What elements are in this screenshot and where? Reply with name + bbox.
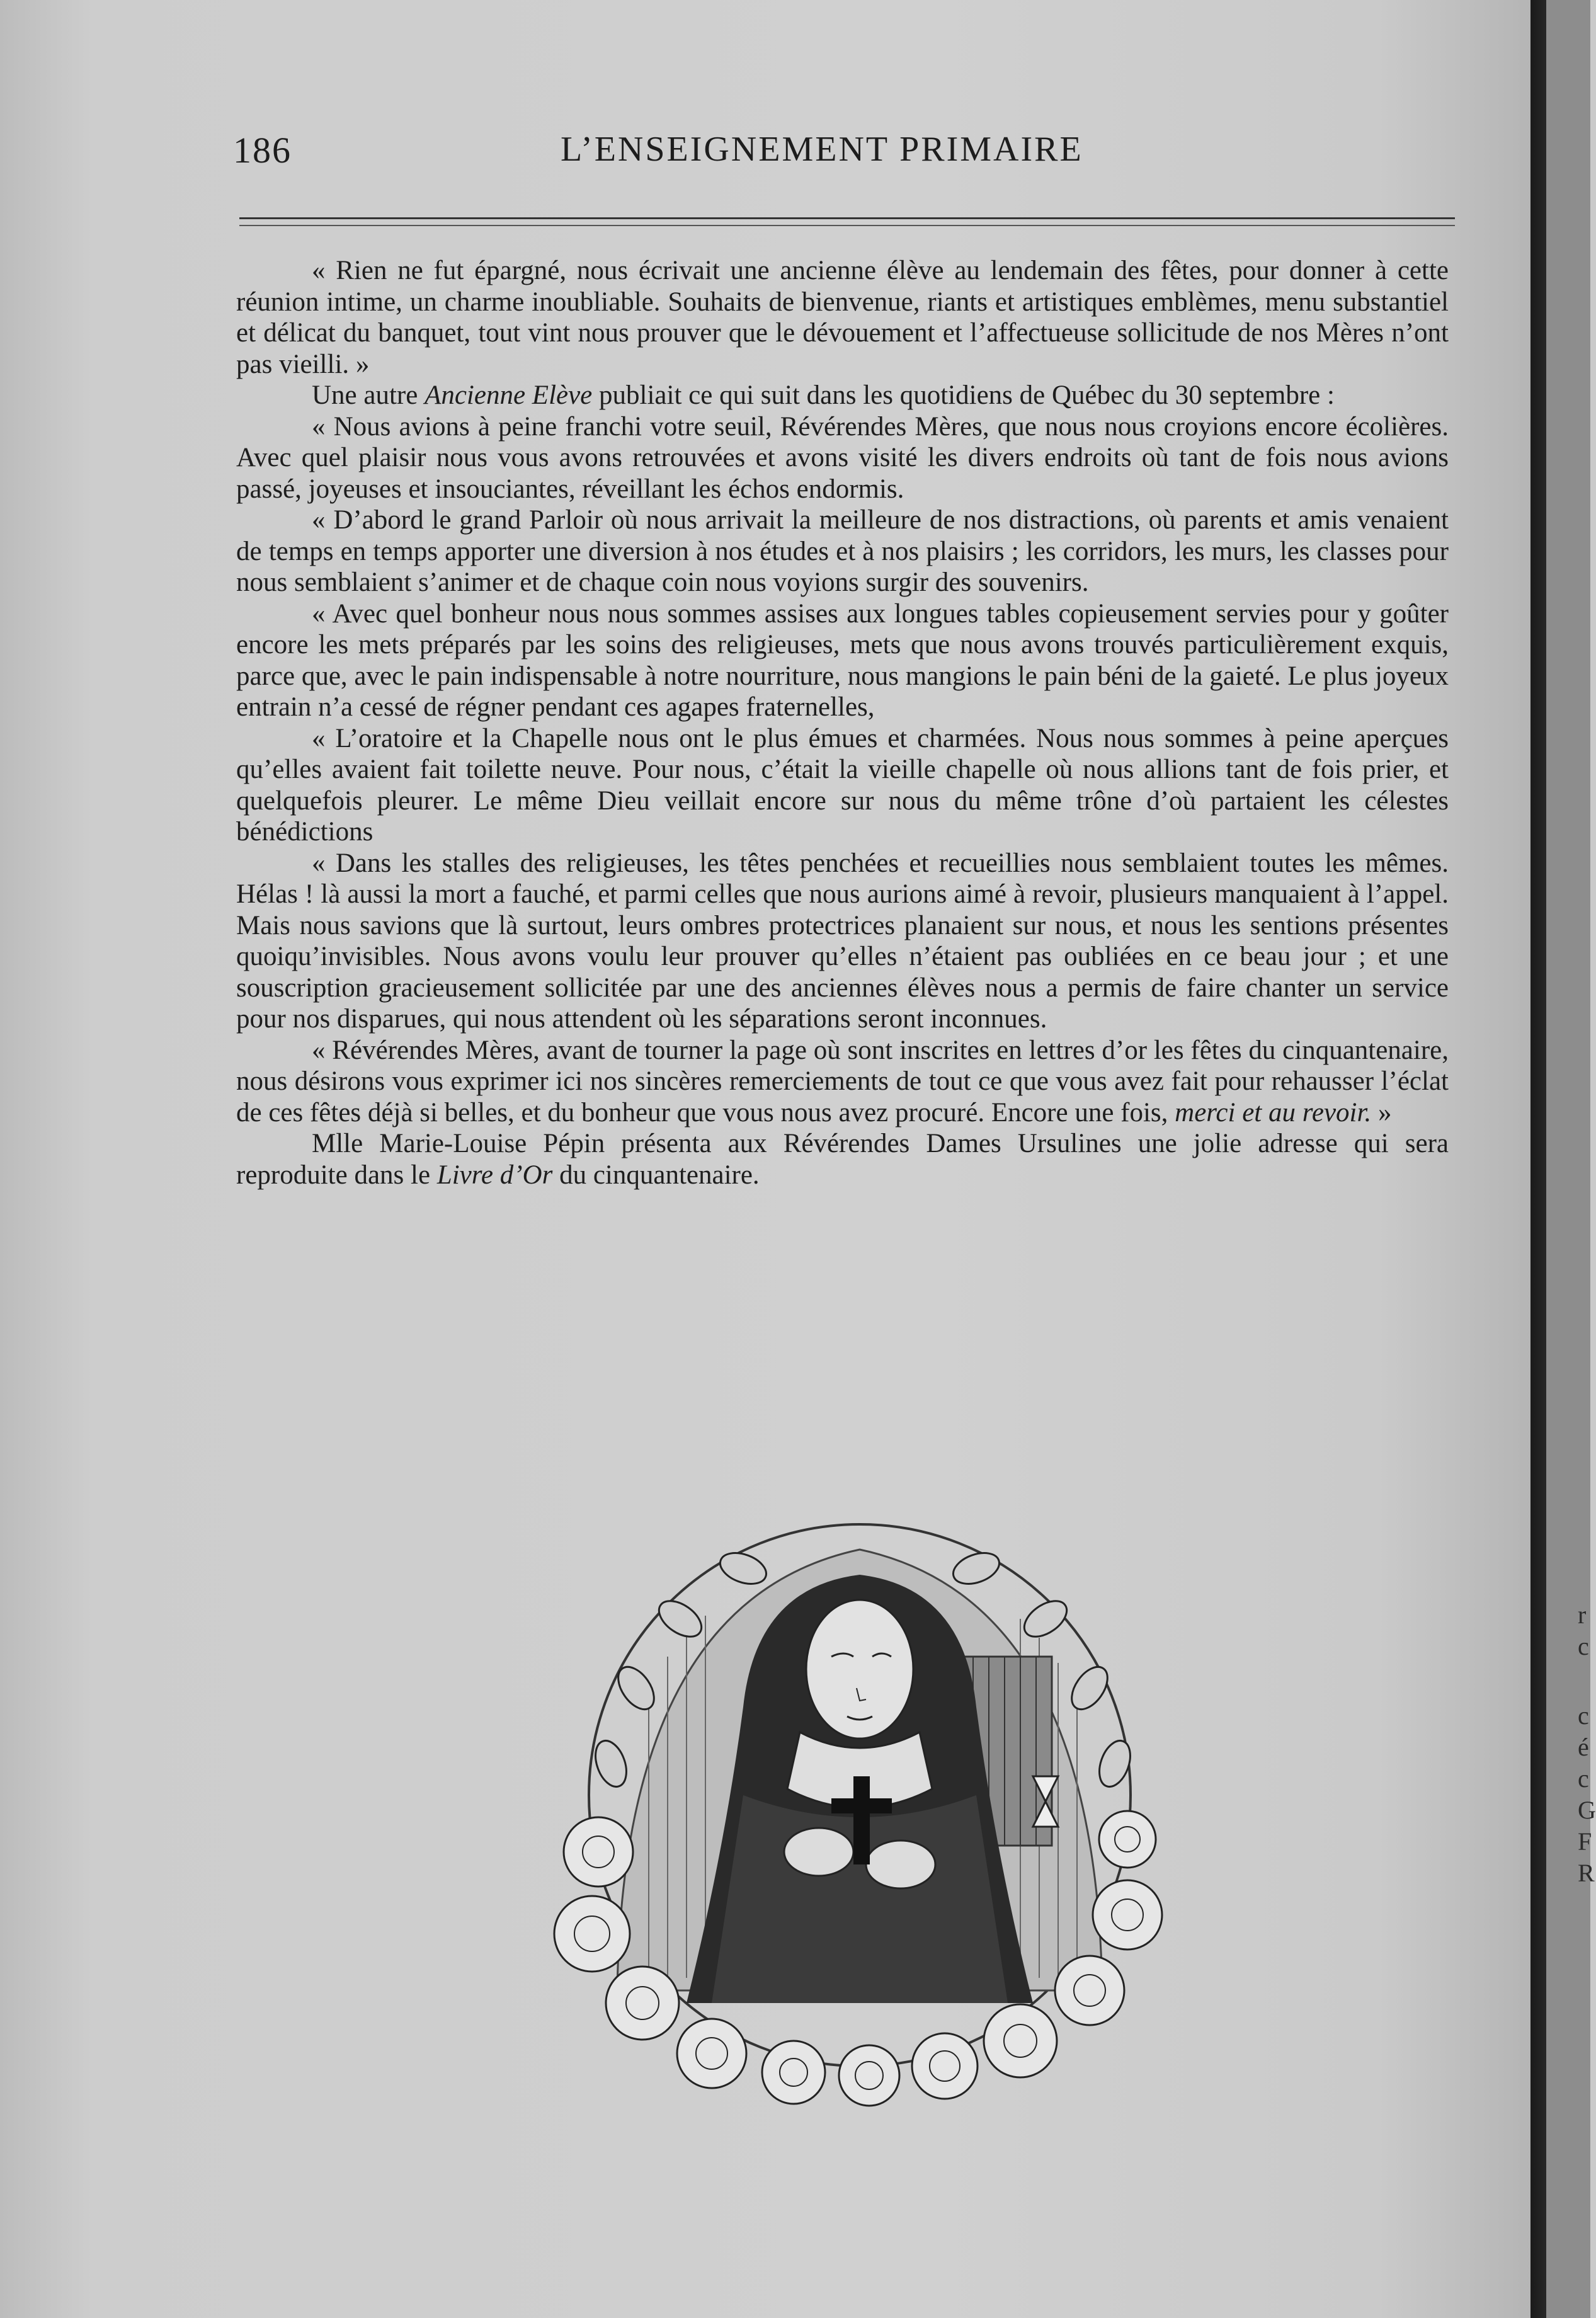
header-rule	[239, 217, 1455, 219]
right-hand	[866, 1841, 935, 1888]
left-hand	[784, 1828, 853, 1876]
article-body	[236, 255, 1449, 1190]
italic-phrase: merci et au revoir.	[1175, 1097, 1372, 1128]
paragraph: « Dans les stalles des religieuses, les têtes penchées et recueillies nous semblaient toutes les mêmes. Hélas ! là aussi la mort a fauché, et parmi celles que nous aurions aimé à revoir, plusieurs manquaient à l’appel. Mais nous savions que là surtout, leurs ombres protectrices planaient sur nous, et nous les sentions présentes quoiqu’invisibles. Nous avons voulu leur prouver qu’elles n’étaient pas oubliées en ce beau jour ; et une souscription gracieusement sollicitée par une des anciennes élèves nous a permis de faire chanter un service pour nos disparues, qui nous attendent où les séparations seront inconnues.	[236, 848, 1449, 1034]
paragraph-part: »	[1371, 1097, 1392, 1128]
edge-letter: c	[1578, 1764, 1589, 1793]
nun-illustration-icon	[504, 1499, 1216, 2104]
paragraph: « L’oratoire et la Chapelle nous ont le plus émues et charmées. Nous nous sommes à peine aperçues qu’elles avaient fait toilette neuve. Pour nous, c’était la vieille chapelle où nous allions tant de fois prier, et quelquefois pleurer. Le même Dieu veillait encore sur nous du même trône d’où partaient les célestes bénédictions	[236, 723, 1449, 847]
italic-phrase: Livre d’Or	[436, 1160, 553, 1190]
italic-phrase: Ancienne Elève	[425, 380, 593, 410]
edge-letter: R	[1578, 1859, 1595, 1887]
edge-letter: F	[1578, 1827, 1592, 1856]
paragraph: « D’abord le grand Parloir où nous arrivait la meilleure de nos distractions, où parents et amis venaient de temps en temps apporter une diversion à nos études et à nos plaisirs ; les corridors, les murs, les classes pour nous semblaient s’animer et de chaque coin nous voyions surgir des souvenirs.	[236, 505, 1449, 597]
header-rule-thin	[239, 225, 1455, 226]
paragraph: « Nous avions à peine franchi votre seuil, Révérendes Mères, que nous nous croyions encore écolières. Avec quel plaisir nous vous avons retrouvées et avons visité les divers endroits où tant de fois nous avions passé, joyeuses et insouciantes, réveillant les échos endormis.	[236, 411, 1449, 504]
paragraph	[236, 1128, 1449, 1190]
face	[806, 1600, 913, 1739]
edge-letter: r	[1578, 1601, 1587, 1629]
edge-letter: é	[1578, 1733, 1589, 1761]
edge-letter: G	[1578, 1796, 1596, 1824]
paragraph-part: Mlle Marie-Louise Pépin présenta aux Révérendes Dames Ursulines une jolie adresse qui sera reproduite dans le	[236, 1129, 1449, 1190]
paragraph	[236, 380, 1449, 411]
page-number: 186	[233, 130, 292, 171]
next-page-edge	[1546, 0, 1596, 2318]
paragraph-part: Une autre	[312, 380, 425, 410]
paragraph-part: publiait ce qui suit dans les quotidiens de Québec du 30 septembre :	[592, 380, 1335, 410]
edge-letter: c	[1578, 1701, 1589, 1730]
running-title: L’ENSEIGNEMENT PRIMAIRE	[561, 130, 1083, 169]
paragraph-part: « Révérendes Mères, avant de tourner la page où sont inscrites en lettres d’or les fêtes du cinquantenaire, nous désirons vous exprimer ici nos sincères remerciements de tout ce que vous avez fait pour rehausser l’éclat de ces fêtes déjà si belles, et du bonheur que vous nous avez procuré. Encore une fois,	[236, 1035, 1449, 1128]
page-header	[233, 129, 1449, 173]
paragraph: « Rien ne fut épargné, nous écrivait une ancienne élève au lendemain des fêtes, pour donner à cette réunion intime, un charme inoubliable. Souhaits de bienvenue, riants et artistiques emblèmes, menu substantiel et délicat du banquet, tout vint nous prouver que le dévouement et l’affectueuse sollicitude de nos Mères n’ont pas vieilli. »	[236, 256, 1449, 379]
paragraph: « Avec quel bonheur nous nous sommes assises aux longues tables copieusement servies pour y goûter encore les mets préparés par les soins des religieuses, mets que nous avons trouvés particulièrement exquis, parce que, avec le pain indispensable à notre nourriture, nous mangions le pain béni de la gaieté. Le plus joyeux entrain n’a cessé de régner pendant ces agapes fraternelles,	[236, 598, 1449, 722]
paragraph	[236, 1035, 1449, 1129]
edge-letter: c	[1578, 1632, 1589, 1660]
paragraph-part: du cinquantenaire.	[552, 1160, 760, 1190]
